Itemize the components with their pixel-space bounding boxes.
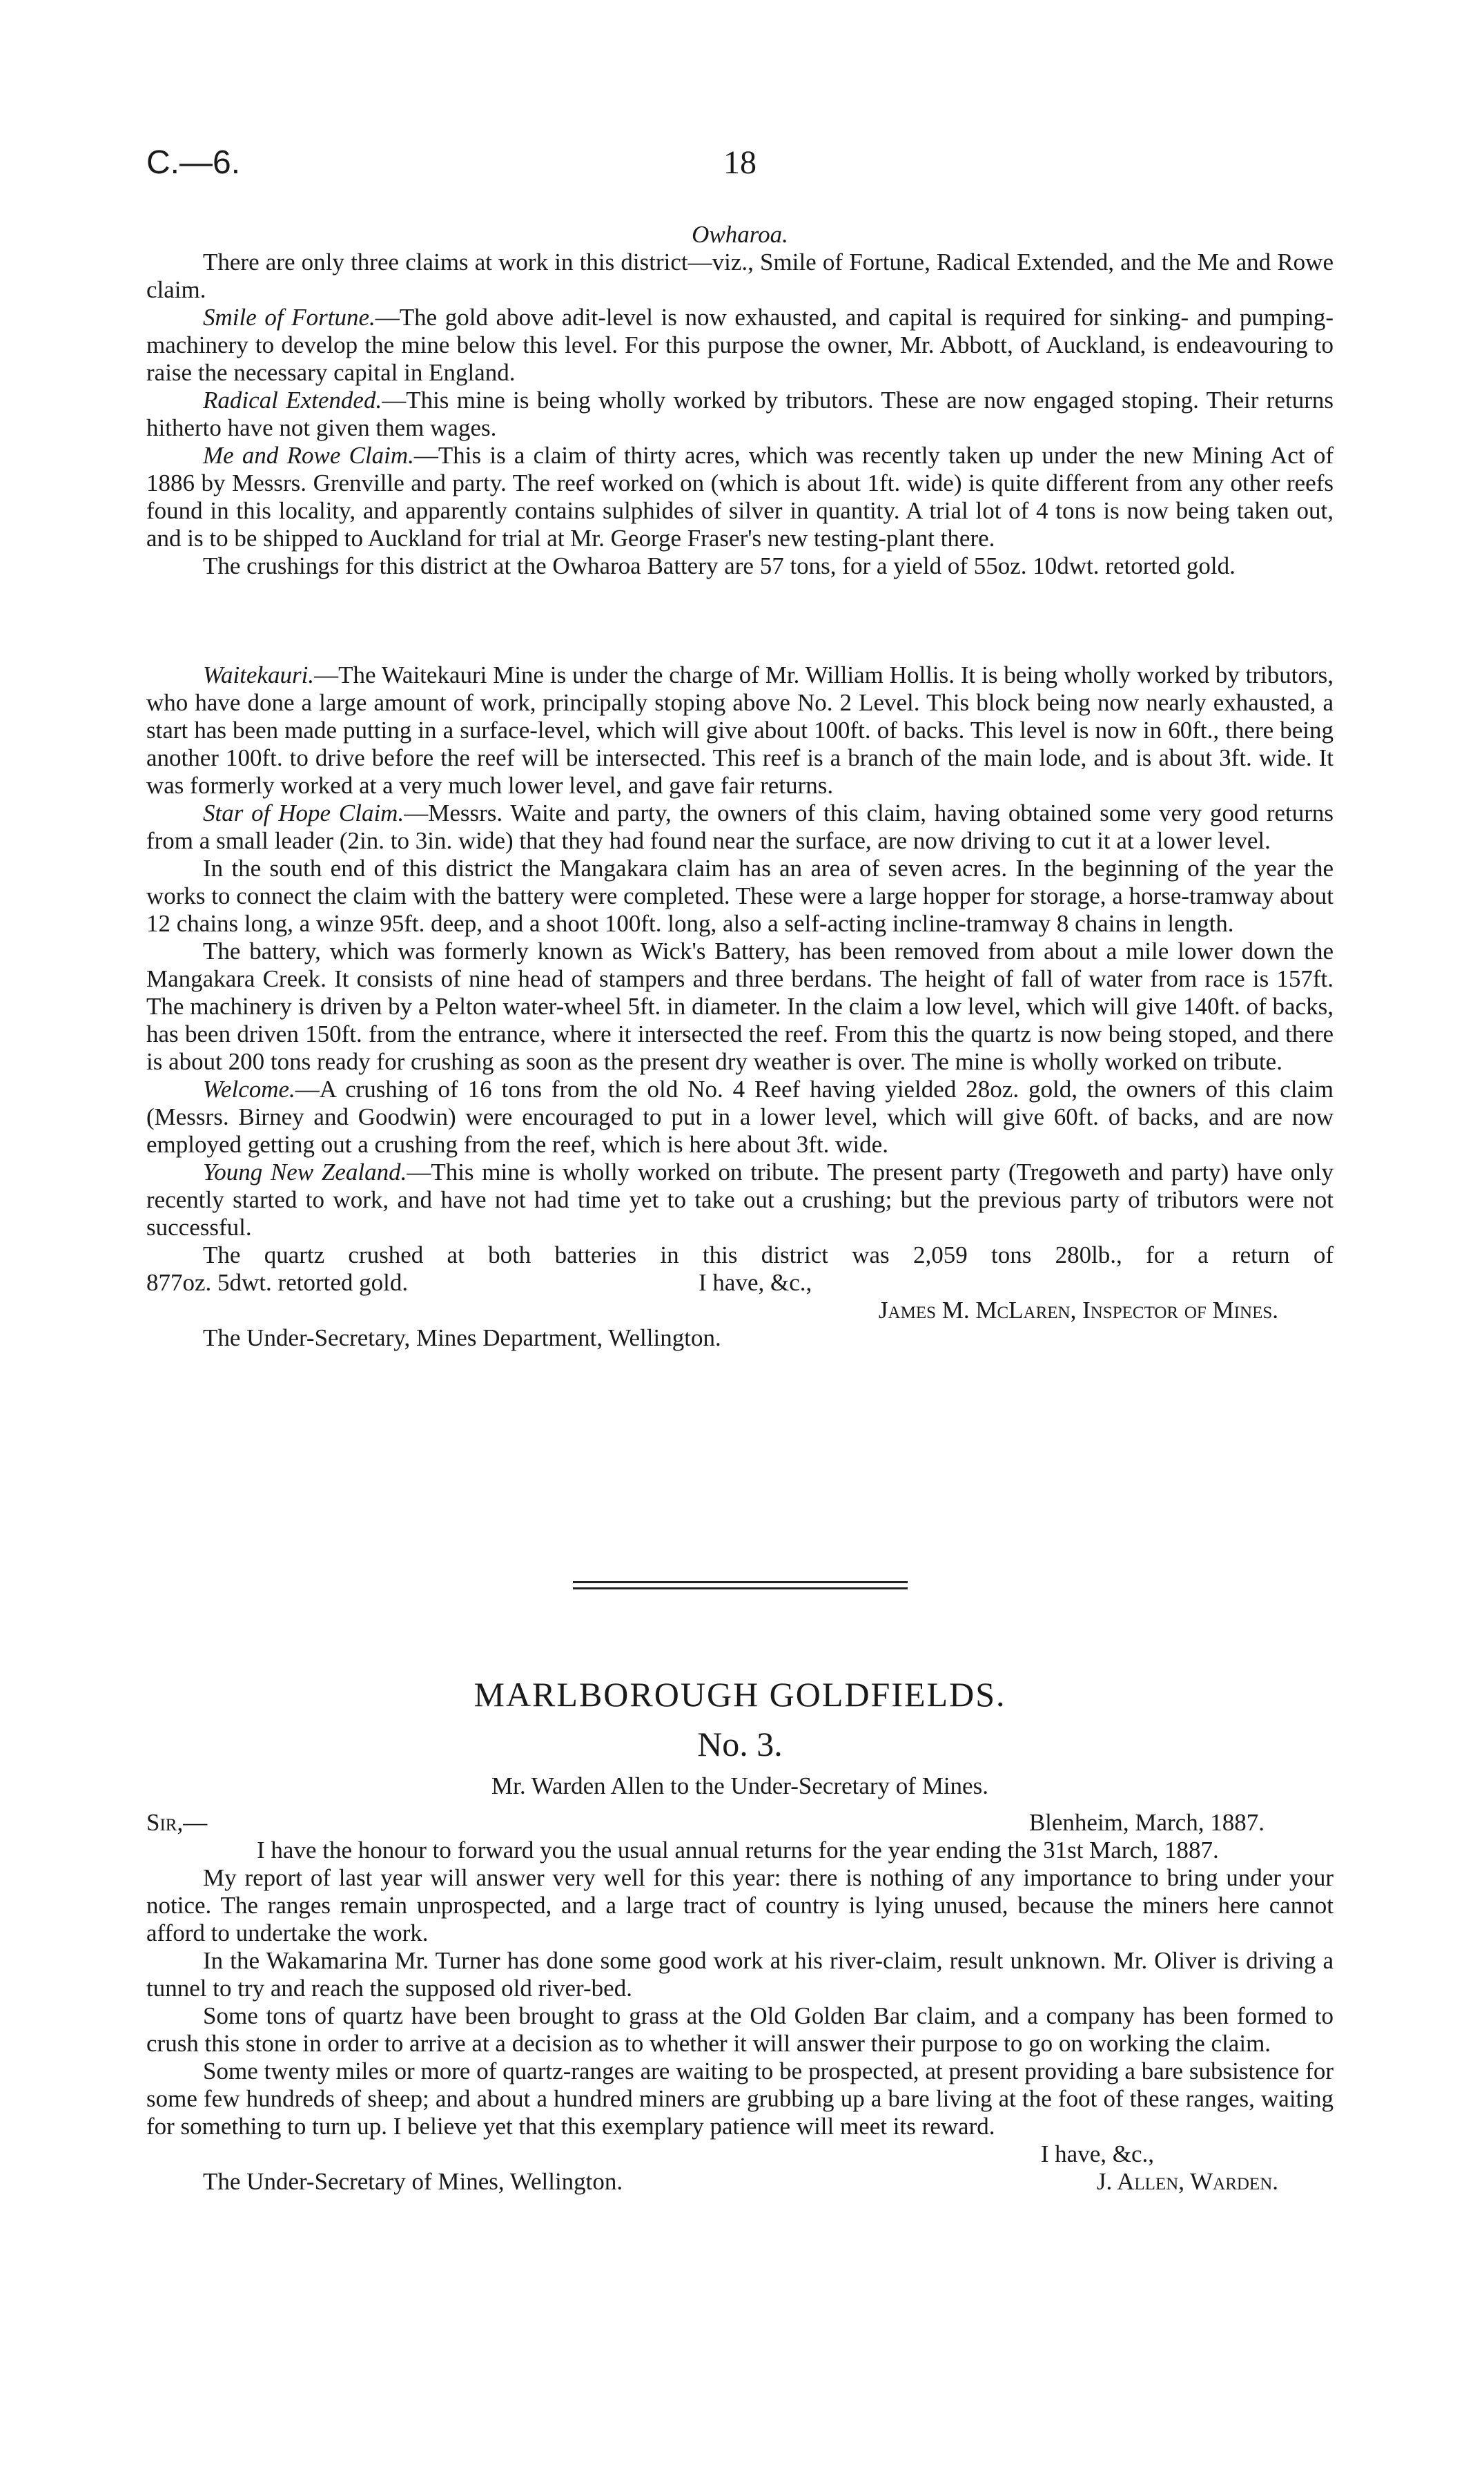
closing-row	[146, 2140, 1334, 2168]
owharoa-section	[146, 221, 1334, 580]
welcome-paragraph	[146, 1076, 1334, 1159]
warden-signature: J. Allen, Warden.	[1096, 2168, 1278, 2195]
letter-paragraph-1: I have the honour to forward you the usual annual returns for the year ending the 31st March, 1887.	[257, 1837, 1219, 1864]
owharoa-intro: There are only three claims at work in this district—viz., Smile of Fortune, Radical Extended, and the Me and Rowe claim.	[146, 249, 1334, 303]
marlborough-heading-block	[146, 1674, 1334, 1800]
report-subtitle: Mr. Warden Allen to the Under-Secretary of Mines.	[491, 1772, 988, 1799]
marlborough-letter	[146, 1809, 1334, 2196]
letter-paragraph-3: In the Wakamarina Mr. Turner has done some good work at his river-claim, result unknown. Mr. Oliver is driving a tunnel to try and reach the supposed old river-bed.	[146, 1947, 1334, 2002]
me-and-rowe-paragraph	[146, 442, 1334, 552]
waitekauri-addressee: The Under-Secretary, Mines Department, Wellington.	[203, 1324, 721, 1351]
waitekauri-text: —The Waitekauri Mine is under the charge of Mr. William Hollis. It is being wholly worked by tributors, who have done a large amount of work, principally stoping above No. 2 Level. This block being now nearly exhausted, a start has been made putting in a surface-level, which will give about 100ft. of backs. This level is now in 60ft., there being another 100ft. to drive before the reef will be intersected. This reef is a branch of the main lode, and is about 3ft. wide. It was formerly worked at a very much lower level, and gave fair returns.	[146, 661, 1334, 799]
radical-extended-label: Radical Extended.	[203, 387, 382, 414]
letter-paragraph-2: My report of last year will answer very well for this year: there is nothing of any importance to bring under your notice. The ranges remain unprospected, and a large tract of country is lying unused, because the miners here cannot afford to undertake the work.	[146, 1864, 1334, 1946]
welcome-label: Welcome.	[203, 1076, 295, 1103]
me-and-rowe-text: —This is a claim of thirty acres, which was recently taken up under the new Mining Act of 1886 by Messrs. Grenville and party. The reef worked on (which is about 1ft. wide) is quite different from any other reefs found in this locality, and apparently contains sulphides of silver in quantity. A trial lot of 4 tons is now being taken out, and is to be shipped to Auckland for trial at Mr. George Fraser's new testing-plant there.	[146, 442, 1334, 552]
radical-extended-text: —This mine is being wholly worked by tributors. These are now engaged stoping. Their returns hitherto have not given them wages.	[146, 387, 1334, 441]
page-number: 18	[723, 144, 756, 181]
young-new-zealand-label: Young New Zealand.	[203, 1159, 407, 1186]
battery-paragraph: The battery, which was formerly known as Wick's Battery, has been removed from about a mile lower down the Mangakara Creek. It consists of nine head of stampers and three berdans. The height of fall of water from race is 157ft. The machinery is driven by a Pelton water-wheel 5ft. in diameter. In the claim a low level, which will give 140ft. of backs, has been driven 150ft. from the entrance, where it intersected the reef. From this the quartz is now being stoped, and there is about 200 tons ready for crushing as soon as the present dry weather is over. The mine is wholly worked on tribute.	[146, 938, 1334, 1075]
star-of-hope-label: Star of Hope Claim.	[203, 800, 404, 826]
smile-of-fortune-label: Smile of Fortune.	[203, 304, 375, 331]
letter-i-have: I have, &c.,	[1040, 2140, 1154, 2167]
quartz-return-text: 877oz. 5dwt. retorted gold.	[146, 1269, 409, 1296]
owharoa-heading: Owharoa.	[692, 221, 788, 248]
place-date: Blenheim, March, 1887.	[1028, 1809, 1265, 1836]
salutation: Sir,—	[146, 1809, 208, 1836]
quartz-crushed-line: The quartz crushed at both batteries in this district was 2,059 tons 280lb., for a return of	[203, 1241, 1334, 1268]
letter-paragraph-4: Some tons of quartz have been brought to grass at the Old Golden Bar claim, and a company has been formed to crush this stone in order to arrive at a decision as to whether it will answer their purpose to go on working the claim.	[146, 2002, 1334, 2057]
welcome-text: —A crushing of 16 tons from the old No. 4 Reef having yielded 28oz. gold, the owners of this claim (Messrs. Birney and Goodwin) were encouraged to put in a lower level, which will give 60ft. of backs, and are now employed getting out a crushing from the reef, which is here about 3ft. wide.	[146, 1076, 1334, 1158]
marlborough-title: MARLBOROUGH GOLDFIELDS.	[473, 1675, 1006, 1714]
smile-of-fortune-paragraph	[146, 304, 1334, 387]
waitekauri-label: Waitekauri.	[203, 661, 315, 688]
quartz-return-row	[146, 1269, 1334, 1297]
waitekauri-paragraph	[146, 661, 1334, 800]
young-new-zealand-paragraph	[146, 1159, 1334, 1241]
me-and-rowe-label: Me and Rowe Claim.	[203, 442, 414, 469]
owharoa-crushings: The crushings for this district at the Owharoa Battery are 57 tons, for a yield of 55oz. 10dwt. retorted gold.	[203, 552, 1236, 579]
star-of-hope-text: —Messrs. Waite and party, the owners of this claim, having obtained some very good returns from a small leader (2in. to 3in. wide) that they had found near the surface, are now driving to cut it at a lower level.	[146, 800, 1334, 854]
letter-paragraph-5: Some twenty miles or more of quartz-ranges are waiting to be prospected, at present providing a bare subsistence for some few hundreds of sheep; and about a hundred miners are grubbing up a bare living at the foot of these ranges, waiting for something to turn up. I believe yet that this exemplary patience will meet its reward.	[146, 2058, 1334, 2140]
letter-addressee: The Under-Secretary of Mines, Wellington.	[203, 2168, 623, 2195]
divider-line-top	[573, 1581, 908, 1583]
inspector-signature-row	[146, 1297, 1334, 1324]
page-header	[146, 144, 1334, 185]
waitekauri-section	[146, 661, 1334, 1352]
smile-of-fortune-text: —The gold above adit-level is now exhausted, and capital is required for sinking- and pumping-machinery to develop the mine below this level. For this purpose the owner, Mr. Abbott, of Auckland, is endeavouring to raise the necessary capital in England.	[146, 304, 1334, 386]
inspector-signature: James M. McLaren, Inspector of Mines.	[878, 1297, 1278, 1324]
star-of-hope-paragraph	[146, 800, 1334, 855]
young-new-zealand-text: —This mine is wholly worked on tribute. The present party (Tregoweth and party) have only recently started to work, and have not had time yet to take out a crushing; but the previous party of tributors were not successful.	[146, 1159, 1334, 1241]
salutation-row	[146, 1809, 1334, 1837]
divider-line-bottom	[573, 1587, 908, 1589]
section-divider	[573, 1581, 908, 1594]
signature-row	[146, 2168, 1334, 2196]
radical-extended-paragraph	[146, 387, 1334, 442]
report-number: No. 3.	[697, 1725, 783, 1763]
mangakara-paragraph: In the south end of this district the Mangakara claim has an area of seven acres. In the beginning of the year the works to connect the claim with the battery were completed. These were a large hopper for storage, a horse-tramway about 12 chains long, a winze 95ft. deep, and a shoot 100ft. long, also a self-acting incline-tramway 8 chains in length.	[146, 855, 1334, 937]
series-code: C.—6.	[146, 144, 241, 181]
i-have-closing: I have, &c.,	[699, 1269, 812, 1296]
